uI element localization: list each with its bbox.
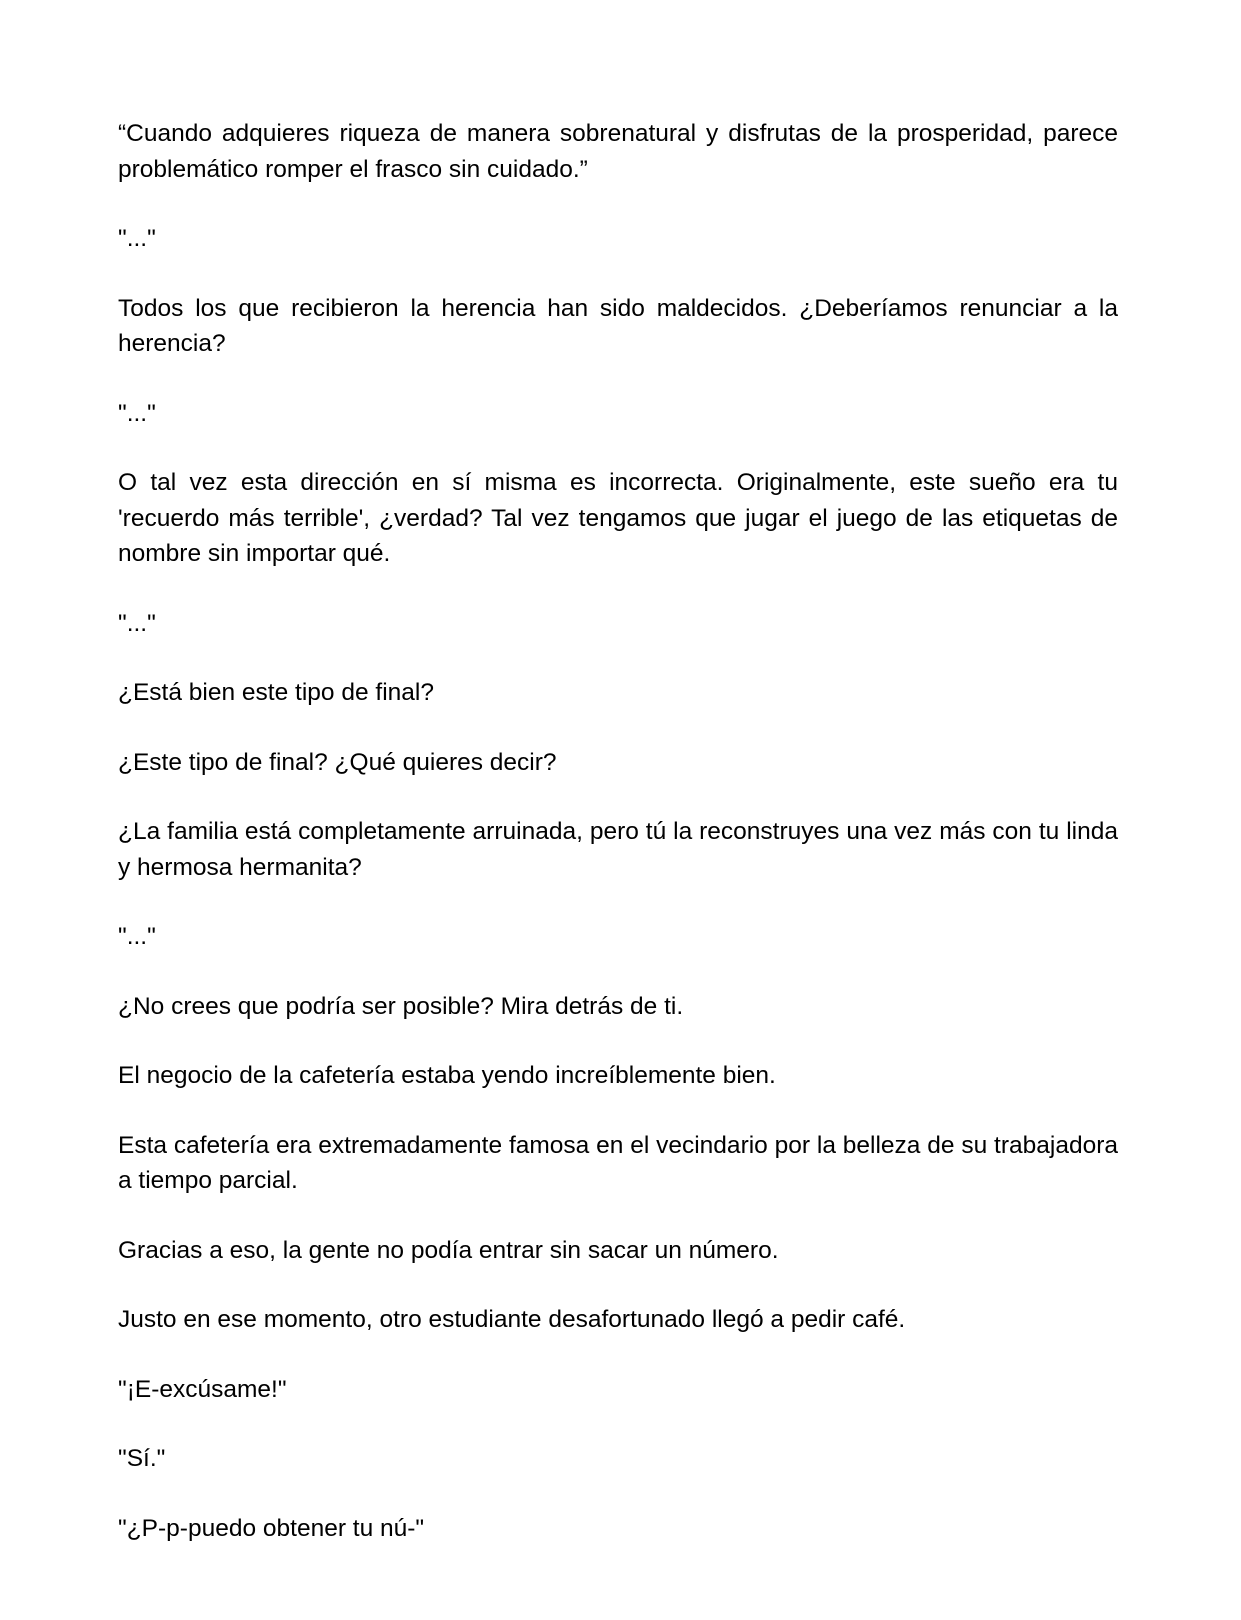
paragraph: ¿Este tipo de final? ¿Qué quieres decir? xyxy=(118,748,557,776)
paragraph: O tal vez esta dirección en sí misma es incorrecta. Originalmente, este sueño era tu 'recuerdo más terrible', ¿verdad? Tal vez tengamos que jugar el juego de las etiquetas de nombre sin importar qué. xyxy=(118,469,1118,567)
paragraph: Esta cafetería era extremadamente famosa en el vecindario por la belleza de su trabajadora a tiempo parcial. xyxy=(118,1131,1118,1194)
paragraph: El negocio de la cafetería estaba yendo increíblemente bien. xyxy=(118,1062,776,1089)
paragraph: Todos los que recibieron la herencia han sido maldecidos. ¿Deberíamos renunciar a la herencia? xyxy=(118,294,1118,357)
paragraph: "..." xyxy=(118,609,156,637)
paragraph: ¿No crees que podría ser posible? Mira detrás de ti. xyxy=(118,992,684,1020)
paragraph: "¡E-excúsame!" xyxy=(118,1375,287,1403)
paragraph: "..." xyxy=(118,923,156,950)
paragraph: Justo en ese momento, otro estudiante desafortunado llegó a pedir café. xyxy=(118,1306,906,1333)
paragraph: "..." xyxy=(118,225,156,252)
paragraph: ¿La familia está completamente arruinada, pero tú la reconstruyes una vez más con tu linda y hermosa hermanita? xyxy=(118,818,1118,881)
paragraph: ¿Está bien este tipo de final? xyxy=(118,679,434,706)
paragraph: "Sí." xyxy=(118,1445,166,1472)
paragraph: “Cuando adquieres riqueza de manera sobrenatural y disfrutas de la prosperidad, parece problemático romper el frasco sin cuidado.” xyxy=(118,120,1118,183)
paragraph: Gracias a eso, la gente no podía entrar sin sacar un número. xyxy=(118,1236,779,1264)
document-page xyxy=(118,116,1118,1580)
paragraph: "..." xyxy=(118,399,156,427)
paragraph: "¿P-p-puedo obtener tu nú-" xyxy=(118,1514,425,1542)
